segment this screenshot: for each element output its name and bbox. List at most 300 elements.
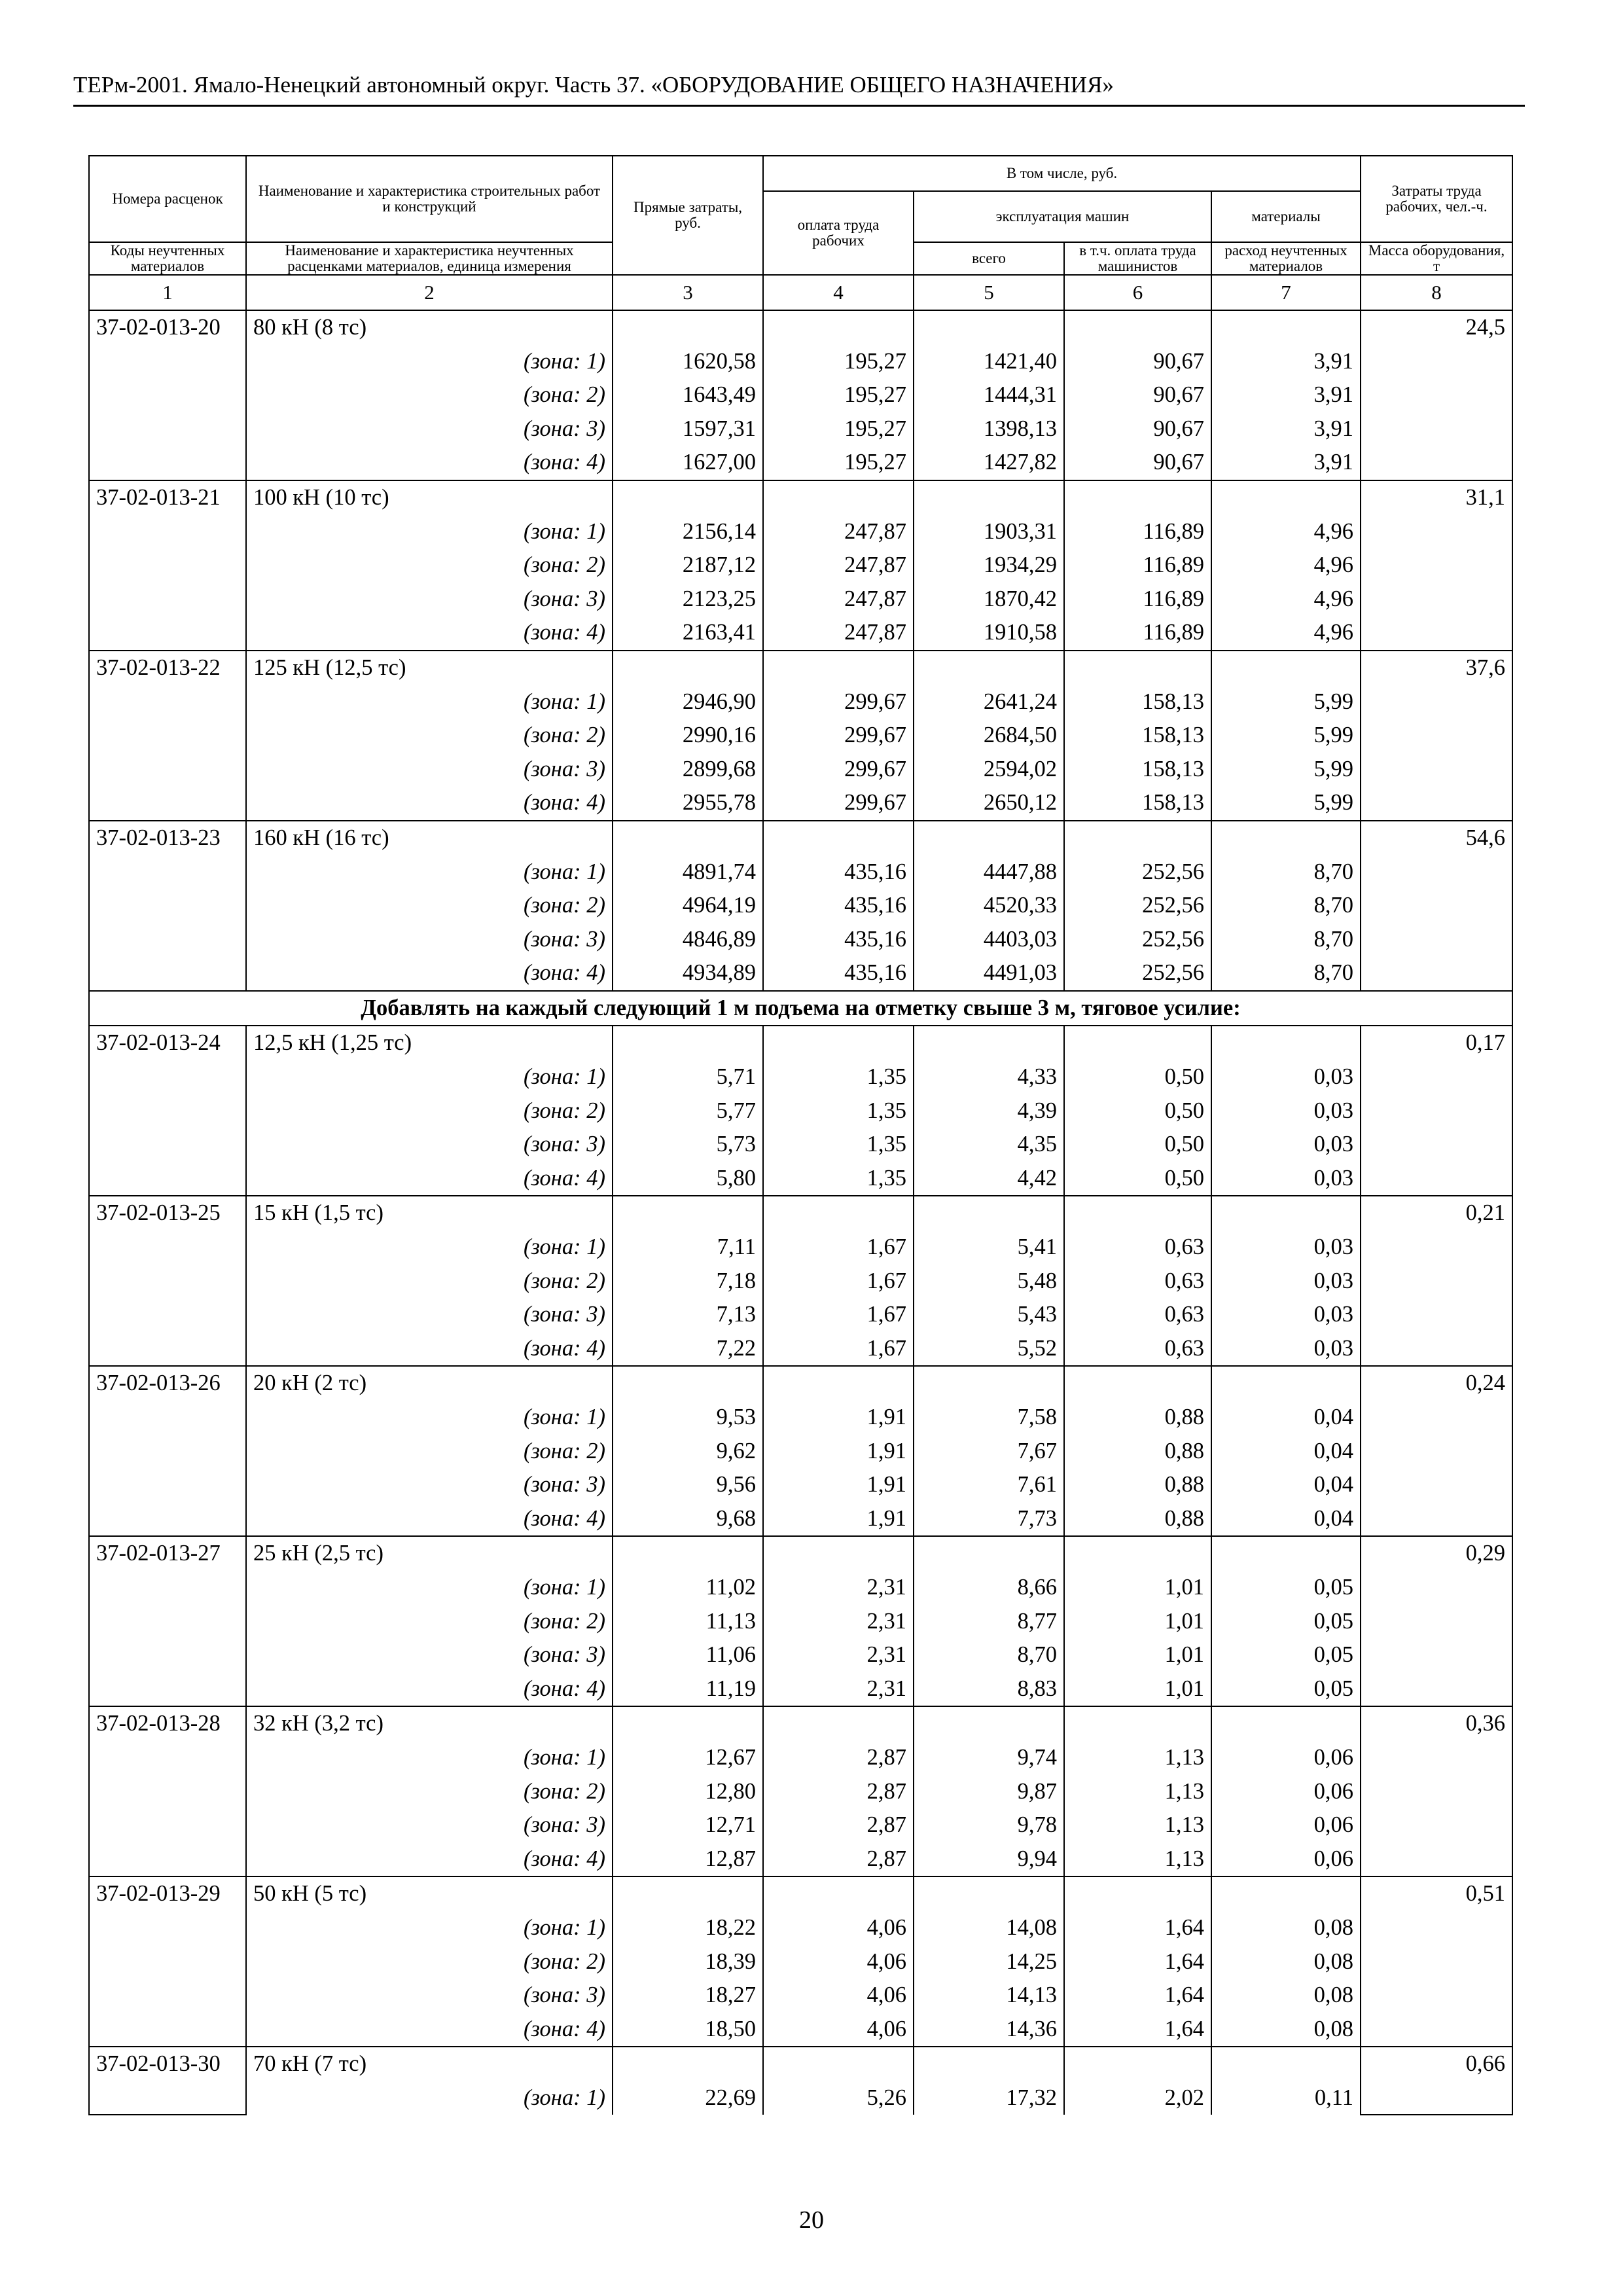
empty-cell	[914, 821, 1064, 855]
labor-costs-value: 0,51	[1361, 1876, 1512, 2047]
rate-name: 160 кН (16 тс)	[246, 821, 613, 855]
labor-pay-value: 435,16	[763, 923, 914, 957]
materials-value: 0,11	[1211, 2081, 1361, 2115]
zone-row	[89, 1842, 1512, 1877]
rate-title-row	[89, 821, 1512, 855]
col-number: 1	[89, 275, 246, 310]
empty-cell	[763, 1196, 914, 1230]
machines-total-value: 1427,82	[914, 446, 1064, 480]
head-labor-pay: оплата труда рабочих	[763, 191, 914, 275]
materials-value: 0,06	[1211, 1741, 1361, 1775]
direct-costs-value: 11,13	[613, 1605, 763, 1639]
empty-cell	[1211, 1026, 1361, 1060]
head-total: всего	[914, 242, 1064, 275]
rate-code: 37-02-013-27	[89, 1536, 246, 1706]
column-numbers-row	[89, 275, 1512, 310]
machinists-pay-value: 116,89	[1064, 548, 1211, 583]
rate-name: 15 кН (1,5 тс)	[246, 1196, 613, 1230]
machinists-pay-value: 0,50	[1064, 1162, 1211, 1196]
labor-pay-value: 195,27	[763, 378, 914, 412]
machinists-pay-value: 252,56	[1064, 923, 1211, 957]
machines-total-value: 5,43	[914, 1298, 1064, 1332]
empty-cell	[613, 1026, 763, 1060]
labor-pay-value: 2,31	[763, 1605, 914, 1639]
direct-costs-value: 11,19	[613, 1672, 763, 1707]
col-number: 7	[1211, 275, 1361, 310]
zone-label: (зона: 1)	[246, 855, 613, 889]
materials-value: 0,03	[1211, 1230, 1361, 1265]
direct-costs-value: 12,71	[613, 1808, 763, 1842]
machinists-pay-value: 1,13	[1064, 1775, 1211, 1809]
zone-row	[89, 1605, 1512, 1639]
machinists-pay-value: 2,02	[1064, 2081, 1211, 2115]
direct-costs-value: 11,06	[613, 1638, 763, 1672]
machines-total-value: 17,32	[914, 2081, 1064, 2115]
zone-row	[89, 685, 1512, 719]
zone-label: (зона: 3)	[246, 923, 613, 957]
machines-total-value: 4447,88	[914, 855, 1064, 889]
machinists-pay-value: 1,64	[1064, 1911, 1211, 1945]
machines-total-value: 5,52	[914, 1332, 1064, 1367]
labor-pay-value: 5,26	[763, 2081, 914, 2115]
rate-title-row	[89, 1196, 1512, 1230]
machines-total-value: 8,66	[914, 1571, 1064, 1605]
zone-label: (зона: 3)	[246, 1468, 613, 1502]
empty-cell	[613, 1706, 763, 1741]
zone-label: (зона: 3)	[246, 583, 613, 617]
materials-value: 3,91	[1211, 446, 1361, 480]
head-machines: эксплуатация машин	[914, 191, 1211, 242]
empty-cell	[763, 310, 914, 345]
labor-pay-value: 2,87	[763, 1808, 914, 1842]
col-number: 6	[1064, 275, 1211, 310]
direct-costs-value: 5,73	[613, 1128, 763, 1162]
empty-cell	[1211, 651, 1361, 685]
zone-label: (зона: 1)	[246, 515, 613, 549]
machines-total-value: 8,77	[914, 1605, 1064, 1639]
labor-costs-value: 24,5	[1361, 310, 1512, 480]
empty-cell	[1064, 1876, 1211, 1911]
rate-code: 37-02-013-20	[89, 310, 246, 480]
zone-row	[89, 719, 1512, 753]
materials-value: 0,03	[1211, 1265, 1361, 1299]
labor-pay-value: 1,67	[763, 1265, 914, 1299]
machinists-pay-value: 252,56	[1064, 956, 1211, 991]
labor-pay-value: 2,31	[763, 1672, 914, 1707]
materials-value: 0,04	[1211, 1468, 1361, 1502]
zone-label: (зона: 1)	[246, 1571, 613, 1605]
machines-total-value: 4491,03	[914, 956, 1064, 991]
machinists-pay-value: 116,89	[1064, 515, 1211, 549]
empty-cell	[1211, 1196, 1361, 1230]
labor-pay-value: 299,67	[763, 685, 914, 719]
materials-value: 8,70	[1211, 855, 1361, 889]
materials-value: 0,04	[1211, 1502, 1361, 1537]
section-row	[89, 991, 1512, 1026]
labor-pay-value: 2,31	[763, 1571, 914, 1605]
direct-costs-value: 9,53	[613, 1401, 763, 1435]
materials-value: 0,03	[1211, 1060, 1361, 1094]
direct-costs-value: 9,56	[613, 1468, 763, 1502]
machines-total-value: 1398,13	[914, 412, 1064, 446]
labor-pay-value: 247,87	[763, 548, 914, 583]
labor-pay-value: 299,67	[763, 719, 914, 753]
zone-label: (зона: 4)	[246, 616, 613, 651]
zone-row	[89, 1945, 1512, 1979]
zone-row	[89, 1332, 1512, 1367]
labor-costs-value: 0,66	[1361, 2047, 1512, 2115]
empty-cell	[1064, 1536, 1211, 1571]
section-title: Добавлять на каждый следующий 1 м подъема на отметку свыше 3 м, тяговое усилие:	[89, 991, 1512, 1026]
machinists-pay-value: 1,13	[1064, 1842, 1211, 1877]
labor-pay-value: 1,35	[763, 1060, 914, 1094]
rate-name: 20 кН (2 тс)	[246, 1366, 613, 1401]
col-number: 2	[246, 275, 613, 310]
empty-cell	[613, 2047, 763, 2081]
direct-costs-value: 7,22	[613, 1332, 763, 1367]
direct-costs-value: 18,22	[613, 1911, 763, 1945]
zone-label: (зона: 2)	[246, 1775, 613, 1809]
machines-total-value: 4403,03	[914, 923, 1064, 957]
direct-costs-value: 4846,89	[613, 923, 763, 957]
direct-costs-value: 2123,25	[613, 583, 763, 617]
materials-value: 0,08	[1211, 2013, 1361, 2047]
materials-value: 0,08	[1211, 1979, 1361, 2013]
materials-value: 0,03	[1211, 1332, 1361, 1367]
direct-costs-value: 1620,58	[613, 345, 763, 379]
zone-label: (зона: 3)	[246, 1298, 613, 1332]
empty-cell	[914, 1196, 1064, 1230]
machines-total-value: 1870,42	[914, 583, 1064, 617]
materials-value: 4,96	[1211, 616, 1361, 651]
materials-value: 3,91	[1211, 412, 1361, 446]
labor-pay-value: 4,06	[763, 1911, 914, 1945]
rate-name: 100 кН (10 тс)	[246, 480, 613, 515]
col-number: 8	[1361, 275, 1512, 310]
empty-cell	[763, 1536, 914, 1571]
zone-row	[89, 1060, 1512, 1094]
materials-value: 4,96	[1211, 515, 1361, 549]
labor-pay-value: 4,06	[763, 1945, 914, 1979]
machines-total-value: 8,83	[914, 1672, 1064, 1707]
empty-cell	[763, 1706, 914, 1741]
empty-cell	[613, 1196, 763, 1230]
labor-pay-value: 1,67	[763, 1230, 914, 1265]
zone-row	[89, 515, 1512, 549]
zone-label: (зона: 4)	[246, 786, 613, 821]
zone-label: (зона: 4)	[246, 1502, 613, 1537]
machines-total-value: 9,74	[914, 1741, 1064, 1775]
zone-label: (зона: 4)	[246, 2013, 613, 2047]
machines-total-value: 1910,58	[914, 616, 1064, 651]
rate-name: 50 кН (5 тс)	[246, 1876, 613, 1911]
materials-value: 0,03	[1211, 1128, 1361, 1162]
zone-row	[89, 1162, 1512, 1196]
zone-row	[89, 1128, 1512, 1162]
machinists-pay-value: 0,50	[1064, 1060, 1211, 1094]
labor-pay-value: 247,87	[763, 583, 914, 617]
machinists-pay-value: 1,01	[1064, 1672, 1211, 1707]
zone-row	[89, 1638, 1512, 1672]
labor-pay-value: 195,27	[763, 345, 914, 379]
labor-pay-value: 1,35	[763, 1094, 914, 1128]
machinists-pay-value: 158,13	[1064, 753, 1211, 787]
materials-value: 3,91	[1211, 378, 1361, 412]
zone-row	[89, 1435, 1512, 1469]
materials-value: 3,91	[1211, 345, 1361, 379]
head-direct-costs: Прямые затраты, руб.	[613, 156, 763, 275]
labor-costs-value: 0,24	[1361, 1366, 1512, 1536]
zone-row	[89, 2081, 1512, 2115]
empty-cell	[1064, 1706, 1211, 1741]
empty-cell	[1064, 1026, 1211, 1060]
machinists-pay-value: 0,88	[1064, 1435, 1211, 1469]
labor-pay-value: 2,87	[763, 1741, 914, 1775]
empty-cell	[914, 1536, 1064, 1571]
machinists-pay-value: 0,88	[1064, 1401, 1211, 1435]
empty-cell	[914, 1026, 1064, 1060]
zone-label: (зона: 4)	[246, 1162, 613, 1196]
labor-costs-value: 37,6	[1361, 651, 1512, 821]
zone-label: (зона: 2)	[246, 1435, 613, 1469]
rate-title-row	[89, 1706, 1512, 1741]
zone-row	[89, 1911, 1512, 1945]
machines-total-value: 1421,40	[914, 345, 1064, 379]
empty-cell	[1211, 480, 1361, 515]
machines-total-value: 14,08	[914, 1911, 1064, 1945]
zone-row	[89, 786, 1512, 821]
materials-value: 8,70	[1211, 956, 1361, 991]
rate-title-row	[89, 1026, 1512, 1060]
empty-cell	[1211, 1366, 1361, 1401]
labor-pay-value: 299,67	[763, 753, 914, 787]
zone-label: (зона: 3)	[246, 1638, 613, 1672]
direct-costs-value: 1627,00	[613, 446, 763, 480]
zone-row	[89, 1502, 1512, 1537]
table-body	[89, 275, 1512, 2115]
machines-total-value: 4,35	[914, 1128, 1064, 1162]
direct-costs-value: 4964,19	[613, 889, 763, 923]
direct-costs-value: 5,80	[613, 1162, 763, 1196]
direct-costs-value: 22,69	[613, 2081, 763, 2115]
materials-value: 0,06	[1211, 1808, 1361, 1842]
machines-total-value: 4,39	[914, 1094, 1064, 1128]
rate-code: 37-02-013-23	[89, 821, 246, 991]
machinists-pay-value: 1,13	[1064, 1741, 1211, 1775]
zone-label: (зона: 2)	[246, 548, 613, 583]
labor-pay-value: 195,27	[763, 412, 914, 446]
machines-total-value: 2650,12	[914, 786, 1064, 821]
empty-cell	[763, 480, 914, 515]
machinists-pay-value: 158,13	[1064, 786, 1211, 821]
labor-costs-value: 0,29	[1361, 1536, 1512, 1706]
zone-label: (зона: 1)	[246, 685, 613, 719]
zone-row	[89, 616, 1512, 651]
zone-label: (зона: 4)	[246, 446, 613, 480]
rate-code: 37-02-013-21	[89, 480, 246, 651]
labor-pay-value: 435,16	[763, 889, 914, 923]
machines-total-value: 7,58	[914, 1401, 1064, 1435]
zone-label: (зона: 1)	[246, 345, 613, 379]
machinists-pay-value: 1,01	[1064, 1571, 1211, 1605]
materials-value: 0,03	[1211, 1298, 1361, 1332]
zone-label: (зона: 2)	[246, 1265, 613, 1299]
machines-total-value: 14,13	[914, 1979, 1064, 2013]
labor-pay-value: 4,06	[763, 1979, 914, 2013]
machinists-pay-value: 158,13	[1064, 719, 1211, 753]
head-codes-unaccounted: Коды неучтенных материалов	[89, 242, 246, 275]
machines-total-value: 14,36	[914, 2013, 1064, 2047]
zone-row	[89, 345, 1512, 379]
labor-pay-value: 435,16	[763, 855, 914, 889]
direct-costs-value: 7,13	[613, 1298, 763, 1332]
page-header: ТЕРм-2001. Ямало-Ненецкий автономный округ. Часть 37. «ОБОРУДОВАНИЕ ОБЩЕГО НАЗНАЧЕНИЯ»	[73, 71, 1525, 107]
materials-value: 0,05	[1211, 1638, 1361, 1672]
zone-row	[89, 855, 1512, 889]
zone-row	[89, 378, 1512, 412]
materials-value: 0,03	[1211, 1162, 1361, 1196]
empty-cell	[763, 651, 914, 685]
machinists-pay-value: 158,13	[1064, 685, 1211, 719]
machines-total-value: 7,67	[914, 1435, 1064, 1469]
labor-pay-value: 247,87	[763, 515, 914, 549]
machines-total-value: 9,94	[914, 1842, 1064, 1877]
zone-label: (зона: 3)	[246, 1979, 613, 2013]
rate-code: 37-02-013-25	[89, 1196, 246, 1366]
materials-value: 0,05	[1211, 1605, 1361, 1639]
direct-costs-value: 7,11	[613, 1230, 763, 1265]
empty-cell	[1211, 1876, 1361, 1911]
empty-cell	[1064, 1196, 1211, 1230]
zone-row	[89, 889, 1512, 923]
machines-total-value: 2684,50	[914, 719, 1064, 753]
labor-pay-value: 1,35	[763, 1162, 914, 1196]
empty-cell	[1064, 1366, 1211, 1401]
labor-pay-value: 2,87	[763, 1842, 914, 1877]
machines-total-value: 1934,29	[914, 548, 1064, 583]
direct-costs-value: 5,77	[613, 1094, 763, 1128]
materials-value: 5,99	[1211, 685, 1361, 719]
zone-row	[89, 923, 1512, 957]
labor-pay-value: 1,91	[763, 1401, 914, 1435]
labor-pay-value: 299,67	[763, 786, 914, 821]
zone-row	[89, 1979, 1512, 2013]
machinists-pay-value: 0,88	[1064, 1502, 1211, 1537]
zone-row	[89, 583, 1512, 617]
zone-row	[89, 1741, 1512, 1775]
head-name-works: Наименование и характеристика строительных работ и конструкций	[246, 156, 613, 242]
rate-code: 37-02-013-26	[89, 1366, 246, 1536]
rate-name: 32 кН (3,2 тс)	[246, 1706, 613, 1741]
machinists-pay-value: 1,64	[1064, 1945, 1211, 1979]
rate-code: 37-02-013-24	[89, 1026, 246, 1196]
zone-label: (зона: 4)	[246, 1672, 613, 1707]
materials-value: 4,96	[1211, 583, 1361, 617]
head-labor-costs: Затраты труда рабочих, чел.-ч.	[1361, 156, 1512, 242]
direct-costs-value: 2955,78	[613, 786, 763, 821]
rates-table	[88, 155, 1513, 2115]
empty-cell	[613, 1366, 763, 1401]
machines-total-value: 7,73	[914, 1502, 1064, 1537]
zone-label: (зона: 1)	[246, 1741, 613, 1775]
direct-costs-value: 7,18	[613, 1265, 763, 1299]
zone-label: (зона: 1)	[246, 1401, 613, 1435]
empty-cell	[763, 2047, 914, 2081]
empty-cell	[763, 1366, 914, 1401]
machines-total-value: 2641,24	[914, 685, 1064, 719]
materials-value: 0,04	[1211, 1401, 1361, 1435]
empty-cell	[914, 480, 1064, 515]
rate-title-row	[89, 1536, 1512, 1571]
head-mass: Масса оборудования, т	[1361, 242, 1512, 275]
machinists-pay-value: 0,88	[1064, 1468, 1211, 1502]
labor-costs-value: 0,17	[1361, 1026, 1512, 1196]
zone-row	[89, 956, 1512, 991]
labor-pay-value: 1,67	[763, 1332, 914, 1367]
zone-label: (зона: 1)	[246, 1060, 613, 1094]
direct-costs-value: 12,67	[613, 1741, 763, 1775]
labor-costs-value: 0,36	[1361, 1706, 1512, 1876]
machinists-pay-value: 1,64	[1064, 1979, 1211, 2013]
machinists-pay-value: 1,01	[1064, 1638, 1211, 1672]
zone-label: (зона: 3)	[246, 1128, 613, 1162]
zone-label: (зона: 4)	[246, 1842, 613, 1877]
zone-label: (зона: 1)	[246, 2081, 613, 2115]
col-number: 5	[914, 275, 1064, 310]
zone-label: (зона: 4)	[246, 956, 613, 991]
empty-cell	[1064, 310, 1211, 345]
empty-cell	[763, 821, 914, 855]
zone-row	[89, 1298, 1512, 1332]
head-incl-machinists: в т.ч. оплата труда машинистов	[1064, 242, 1211, 275]
direct-costs-value: 9,62	[613, 1435, 763, 1469]
rate-title-row	[89, 480, 1512, 515]
zone-label: (зона: 2)	[246, 378, 613, 412]
empty-cell	[1211, 310, 1361, 345]
rate-code: 37-02-013-30	[89, 2047, 246, 2115]
zone-row	[89, 1571, 1512, 1605]
zone-row	[89, 753, 1512, 787]
empty-cell	[613, 1876, 763, 1911]
rate-title-row	[89, 310, 1512, 345]
zone-label: (зона: 1)	[246, 1230, 613, 1265]
machinists-pay-value: 0,63	[1064, 1332, 1211, 1367]
page-number: 20	[799, 2206, 824, 2234]
direct-costs-value: 18,27	[613, 1979, 763, 2013]
direct-costs-value: 1643,49	[613, 378, 763, 412]
empty-cell	[1064, 2047, 1211, 2081]
materials-value: 0,05	[1211, 1672, 1361, 1707]
machinists-pay-value: 90,67	[1064, 378, 1211, 412]
zone-label: (зона: 2)	[246, 889, 613, 923]
zone-row	[89, 1468, 1512, 1502]
zone-row	[89, 2013, 1512, 2047]
machines-total-value: 4,42	[914, 1162, 1064, 1196]
machines-total-value: 8,70	[914, 1638, 1064, 1672]
zone-row	[89, 1775, 1512, 1809]
labor-pay-value: 4,06	[763, 2013, 914, 2047]
rate-code: 37-02-013-22	[89, 651, 246, 821]
empty-cell	[914, 1706, 1064, 1741]
zone-label: (зона: 3)	[246, 1808, 613, 1842]
direct-costs-value: 2990,16	[613, 719, 763, 753]
materials-value: 8,70	[1211, 923, 1361, 957]
machines-total-value: 1903,31	[914, 515, 1064, 549]
zone-label: (зона: 3)	[246, 753, 613, 787]
materials-value: 5,99	[1211, 719, 1361, 753]
zone-row	[89, 1230, 1512, 1265]
direct-costs-value: 12,87	[613, 1842, 763, 1877]
